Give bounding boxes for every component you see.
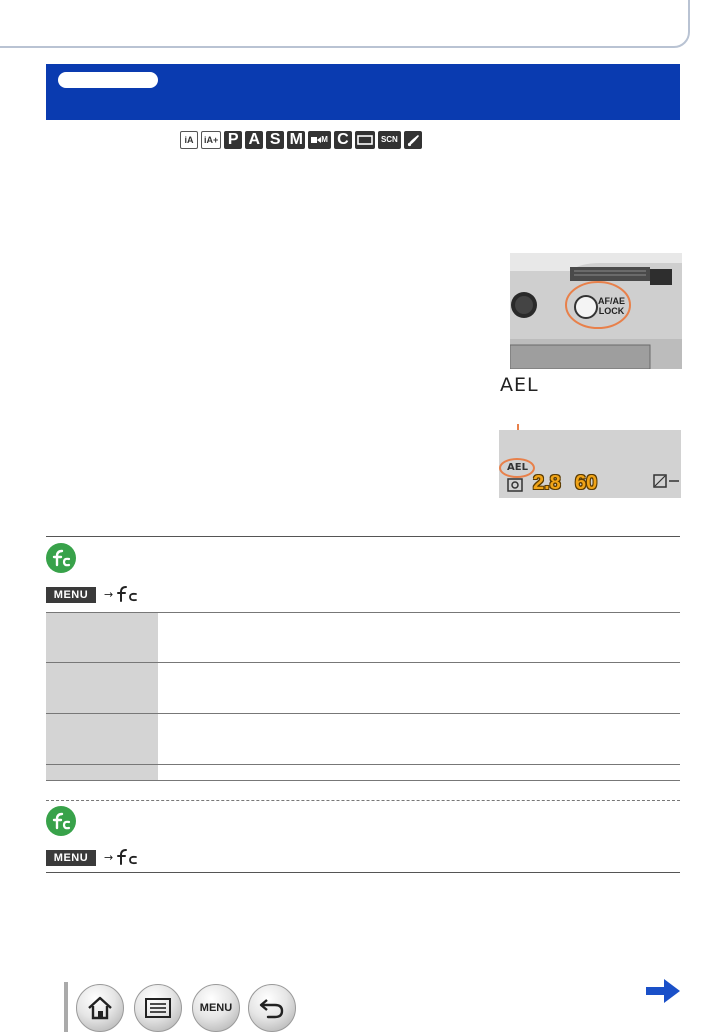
custom-fc-icon	[50, 810, 72, 832]
menu-arrow: →	[104, 588, 114, 601]
contents-button[interactable]	[134, 984, 182, 1032]
button-label-line1: AF/AE	[598, 296, 625, 306]
metering-icon	[507, 478, 523, 492]
back-icon	[258, 996, 286, 1020]
aperture-value: 2.8	[533, 472, 561, 494]
settings-table	[46, 612, 680, 781]
menu-arrow-2: →	[104, 851, 114, 864]
home-button[interactable]	[76, 984, 124, 1032]
mode-creative-control-icon	[404, 131, 422, 149]
table-key-cell	[46, 714, 158, 765]
table-key-cell	[46, 765, 158, 781]
next-page-arrow-icon[interactable]	[644, 976, 682, 1006]
exposure-compensation-icon	[653, 474, 681, 490]
mode-creative-movie-label: M	[321, 135, 328, 144]
monitor-display-example	[499, 430, 681, 498]
mode-p-icon: P	[224, 131, 242, 149]
mode-a-icon: A	[245, 131, 263, 149]
movie-camera-icon	[311, 135, 321, 145]
recording-mode-icons	[180, 131, 422, 149]
banner-tab	[58, 72, 158, 88]
creative-brush-icon	[406, 133, 420, 147]
page-header-frame	[0, 0, 690, 48]
menu-button-icon-2: MENU	[46, 850, 96, 866]
mode-s-icon: S	[266, 131, 284, 149]
panorama-icon	[357, 134, 373, 146]
mode-ia-icon: iA	[180, 131, 198, 149]
menu-nav-label: MENU	[199, 1002, 233, 1014]
table-key-cell	[46, 613, 158, 663]
table-value-cell	[158, 714, 680, 765]
mode-ia-plus-icon: iA+	[201, 131, 221, 149]
dashed-divider	[46, 800, 680, 801]
screen-ael-indicator: AEL	[507, 462, 528, 473]
mode-panorama-icon	[355, 131, 375, 149]
mode-creative-movie-icon	[308, 131, 331, 149]
table-row	[46, 663, 680, 714]
table-row	[46, 765, 680, 781]
footer-left-bar	[64, 982, 68, 1032]
custom-menu-badge-icon	[46, 543, 76, 573]
section-bottom-divider	[46, 872, 680, 873]
banner-underline	[46, 118, 680, 120]
table-value-cell	[158, 613, 680, 663]
af-ae-lock-label	[598, 296, 625, 316]
table-value-cell	[158, 663, 680, 714]
section-divider	[46, 536, 680, 537]
button-label-line2: LOCK	[598, 306, 625, 316]
camera-button-photo	[510, 253, 682, 369]
table-row	[46, 613, 680, 663]
menu-button-icon: MENU	[46, 587, 96, 603]
table-key-cell	[46, 663, 158, 714]
shutter-speed-value: 60	[575, 472, 598, 494]
back-button[interactable]	[248, 984, 296, 1032]
custom-menu-icon	[116, 585, 140, 603]
table-value-cell	[158, 765, 680, 781]
section-title-banner	[46, 64, 680, 118]
custom-menu-badge-icon-2	[46, 806, 76, 836]
ael-indicator-label: AEL	[500, 374, 539, 396]
list-icon	[144, 997, 172, 1019]
table-row	[46, 714, 680, 765]
menu-nav-button[interactable]	[192, 984, 240, 1032]
home-icon	[86, 995, 114, 1021]
custom-fc-icon	[50, 547, 72, 569]
mode-c-icon: C	[334, 131, 352, 149]
custom-menu-icon-2	[116, 848, 140, 866]
mode-m-icon: M	[287, 131, 305, 149]
mode-scn-icon: SCN	[378, 131, 401, 149]
camera-body-illustration	[510, 253, 682, 369]
